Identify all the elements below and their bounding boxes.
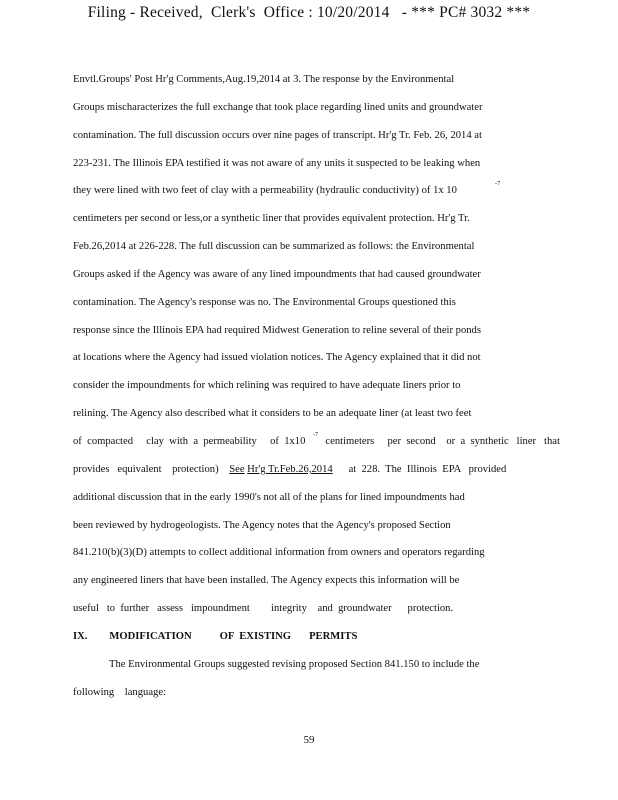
body-line-18: 841.210(b)(3)(D) attempts to collect additional information from owners and operators regarding bbox=[73, 547, 485, 559]
body-line-14: of compacted clay with a permeability of 1x10 -7 centimeters per second or a synthetic liner that bbox=[73, 428, 533, 456]
body-line-5: they were lined with two feet of clay with a permeability (hydraulic conductivity) of 1x 10 -7 bbox=[73, 177, 533, 205]
filing-stamp-header: Filing - Received, Clerk's Office : 10/20/2014 - *** PC# 3032 *** bbox=[87, 4, 531, 21]
body-line-13: relining. The Agency also described what it considers to be an adequate liner (at least two feet bbox=[73, 408, 472, 420]
body-line-11: at locations where the Agency had issued violation notices. The Agency explained that it did not bbox=[73, 352, 481, 364]
body-line-1: Envtl.Groups' Post Hr'g Comments,Aug.19,2014 at 3. The response by the Environmental bbox=[73, 74, 455, 85]
section-heading bbox=[73, 623, 533, 651]
closing-line-2: following language: bbox=[73, 686, 166, 698]
citation-see: See bbox=[229, 463, 245, 475]
body-line-20: useful to further assess impoundment integrity and groundwater protection. bbox=[73, 603, 454, 615]
body-line-6: centimeters per second or less,or a synthetic liner that provides equivalent protection. Hr'g Tr. bbox=[73, 213, 470, 225]
section-number: IX. bbox=[73, 630, 88, 642]
body-line-7: Feb.26,2014 at 226-228. The full discussion can be summarized as follows: the Environmental bbox=[73, 241, 475, 253]
body-line-12: consider the impoundments for which relining was required to have adequate liners prior to bbox=[73, 380, 461, 392]
body-line-15: provides equivalent protection) See Hr'g Tr.Feb.26,2014 at 228. The Illinois EPA provided bbox=[73, 456, 533, 484]
body-line-9: contamination. The Agency's response was no. The Environmental Groups questioned this bbox=[73, 296, 456, 308]
citation-transcript: Hr'g Tr.Feb.26,2014 bbox=[247, 463, 333, 475]
body-line-8: Groups asked if the Agency was aware of any lined impoundments that had caused groundwater bbox=[73, 268, 481, 280]
body-line-16: additional discussion that in the early 1990's not all of the plans for lined impoundments had bbox=[73, 491, 465, 503]
document-body bbox=[73, 66, 560, 706]
section-title-word-2: OF EXISTING bbox=[219, 630, 292, 642]
body-line-10: response since the Illinois EPA had required Midwest Generation to reline several of their ponds bbox=[73, 324, 481, 336]
body-line-3: contamination. The full discussion occurs over nine pages of transcript. Hr'g Tr. Feb. 26, 2014 at bbox=[73, 129, 482, 141]
body-line-4: 223-231. The Illinois EPA testified it was not aware of any units it suspected to be leaking when bbox=[73, 157, 481, 169]
section-title-word-3: PERMITS bbox=[309, 630, 358, 642]
body-line-19: any engineered liners that have been installed. The Agency expects this information will be bbox=[73, 575, 460, 587]
exponent-superscript: -7 bbox=[494, 180, 501, 188]
exponent-superscript: -7 bbox=[312, 430, 319, 438]
closing-line-1: The Environmental Groups suggested revising proposed Section 841.150 to include the bbox=[109, 658, 480, 670]
page-number: 59 bbox=[303, 734, 315, 746]
section-title-word-1: MODIFICATION bbox=[109, 630, 192, 642]
body-line-17: been reviewed by hydrogeologists. The Agency notes that the Agency's proposed Section bbox=[73, 519, 451, 531]
body-line-2: Groups mischaracterizes the full exchange that took place regarding lined units and groundwater bbox=[73, 101, 483, 113]
